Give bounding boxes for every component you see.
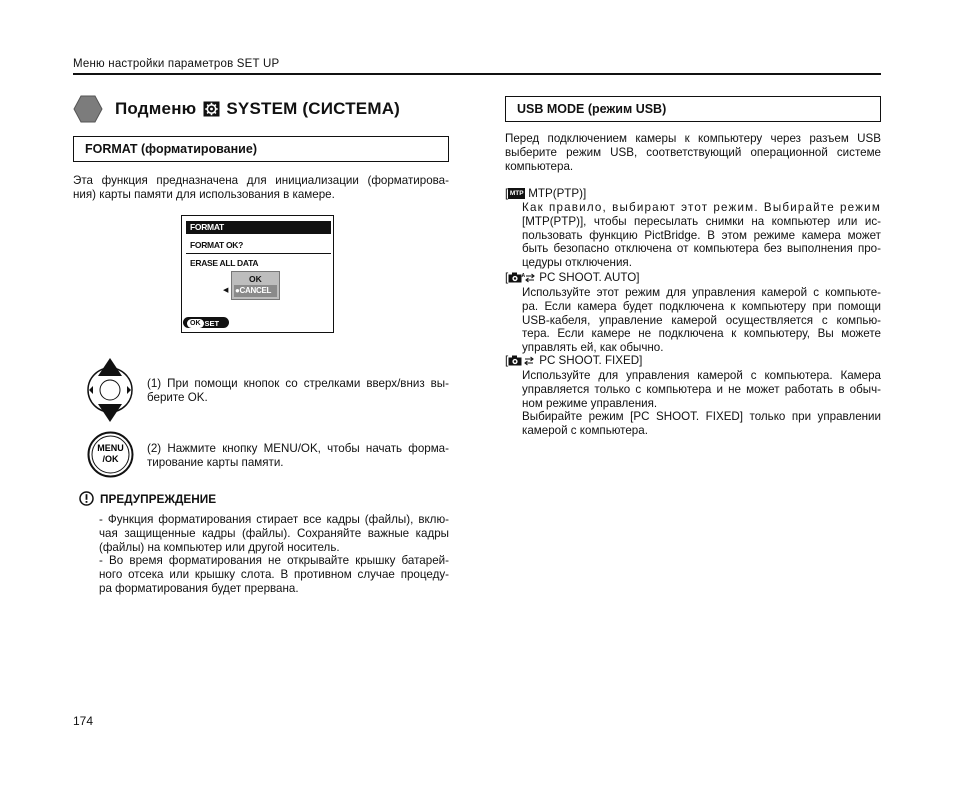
text-line: компьютера.	[505, 159, 574, 173]
page-title	[115, 99, 400, 119]
text-line: ния) карты памяти для использования в камере.	[73, 187, 335, 201]
mode-auto-label	[505, 271, 640, 284]
lcd-ok-set-button	[183, 317, 229, 328]
text-line: ра. Если камера будет подключена к компьютеру при помощи	[522, 299, 881, 313]
text-line: [MTP(PTP)], чтобы пересылать снимки на компьютер или ис-	[522, 214, 881, 228]
lcd-divider	[186, 253, 331, 254]
text-line: ра форматирования будет прервана.	[99, 581, 299, 595]
bracket-open: [	[505, 187, 509, 200]
warning-heading	[79, 491, 216, 506]
lcd-question: FORMAT OK?	[190, 240, 244, 250]
text-line: пользовать функцию PictBridge. В этом режиме камера может	[522, 228, 881, 242]
menu-ok-button-icon	[87, 431, 134, 478]
lcd-ok-key: OK	[187, 319, 204, 328]
lcd-option-cancel	[234, 285, 277, 297]
submenu-title-text: SYSTEM (СИСТЕМА)	[226, 99, 401, 118]
mode-fixed-description	[522, 369, 881, 438]
text-line: цедуры отключения.	[522, 256, 632, 270]
submenu-prefix: Подменю	[115, 99, 197, 118]
usb-mode-heading: USB MODE (режим USB)	[505, 96, 881, 122]
text-line: ном режиме управления.	[522, 396, 658, 410]
step-2-text	[147, 442, 449, 470]
lcd-format-screen	[181, 215, 334, 333]
usb-intro	[505, 132, 881, 173]
format-heading: FORMAT (форматирование)	[73, 136, 449, 162]
text-line: тирование карты памяти.	[147, 455, 284, 469]
text-line: Используйте этот режим для управления камерой с компьюте-	[522, 286, 881, 299]
warning-body	[99, 513, 449, 596]
dpad-icon	[86, 357, 134, 423]
camera-auto-pc-icon	[508, 272, 536, 283]
mode-fixed-label	[505, 354, 642, 367]
mode-mtp-label	[505, 187, 586, 200]
warning-title: ПРЕДУПРЕЖДЕНИЕ	[100, 491, 217, 506]
text-line: USB-кабеля, управление камерой осуществляется с компью-	[522, 313, 881, 327]
text-line: Выбирайте режим [PC SHOOT. FIXED] только при управлении	[522, 410, 881, 424]
text-line: ного отсека или крышку слота. В противном случае процеду-	[99, 568, 449, 582]
text-line: тера. Если камере не подключена к компьютеру, Вы можете	[522, 327, 881, 341]
mode-auto-description	[522, 286, 881, 355]
lcd-set-label: SET	[204, 318, 220, 328]
svg-text:A: A	[521, 273, 526, 279]
mode-mtp-name: MTP(PTP)]	[528, 187, 587, 200]
text-line: Перед подключением камеры к компьютеру через разъем USB	[505, 132, 881, 145]
lcd-title: FORMAT	[186, 221, 331, 234]
submenu-title	[73, 95, 400, 123]
mode-auto-name: PC SHOOT. AUTO]	[539, 271, 640, 284]
bracket-open: [	[505, 271, 509, 284]
gear-icon	[203, 101, 220, 117]
mtp-icon: MTP	[509, 190, 524, 197]
text-line: берите OK.	[147, 390, 208, 404]
running-header: Меню настройки параметров SET UP	[73, 58, 280, 70]
lcd-option-ok: OK	[249, 274, 262, 284]
lcd-cancel-bullet-icon: ●	[235, 286, 240, 295]
text-line: (2) Нажмите кнопку MENU/OK, чтобы начать форма-	[147, 442, 449, 455]
mode-mtp-description	[522, 201, 881, 270]
header-rule	[73, 73, 881, 75]
text-line: (файлы) на компьютер или другой носитель.	[99, 540, 340, 554]
text-line: быть безопасно отключена от компьютера без выполнения про-	[522, 242, 881, 256]
camera-fixed-pc-icon	[508, 355, 536, 366]
format-intro	[73, 174, 449, 202]
page-number: 174	[73, 714, 94, 728]
lcd-warning: ERASE ALL DATA	[190, 258, 259, 268]
bracket-open: [	[505, 354, 509, 367]
ok-key-label: /OK	[102, 454, 119, 464]
text-line: выберите режим USB, соответствующий операционной системе	[505, 145, 881, 159]
text-line: Эта функция предназначена для инициализации (форматирова-	[73, 174, 449, 187]
text-line: камерой с компьютера.	[522, 424, 648, 438]
menu-key-label: MENU	[97, 443, 124, 453]
text-line: Используйте для управления камерой с компьютера. Камера	[522, 369, 881, 382]
mode-fixed-name: PC SHOOT. FIXED]	[539, 354, 643, 367]
warning-icon	[79, 491, 94, 506]
text-line: Как правило, выбирают этот режим. Выбирайте режим	[522, 201, 881, 214]
step-1-text	[147, 377, 449, 405]
lcd-cursor-icon: ◀	[223, 287, 229, 294]
text-line: - Функция форматирования стирает все кадры (файлы), вклю-	[99, 513, 449, 526]
text-line: управляется только с компьютера и не может работать в обыч-	[522, 382, 881, 396]
hexagon-bullet-icon	[73, 95, 103, 123]
text-line: управлять ей, как обычно.	[522, 341, 664, 355]
text-line: - Во время форматирования не открывайте крышку батарей-	[99, 554, 449, 568]
text-line: чая защищенные кадры (файлы). Сохраняйте важные кадры	[99, 526, 449, 540]
text-line: (1) При помощи кнопок со стрелками вверх/вниз вы-	[147, 377, 449, 390]
lcd-cancel-label: CANCEL	[239, 286, 272, 295]
